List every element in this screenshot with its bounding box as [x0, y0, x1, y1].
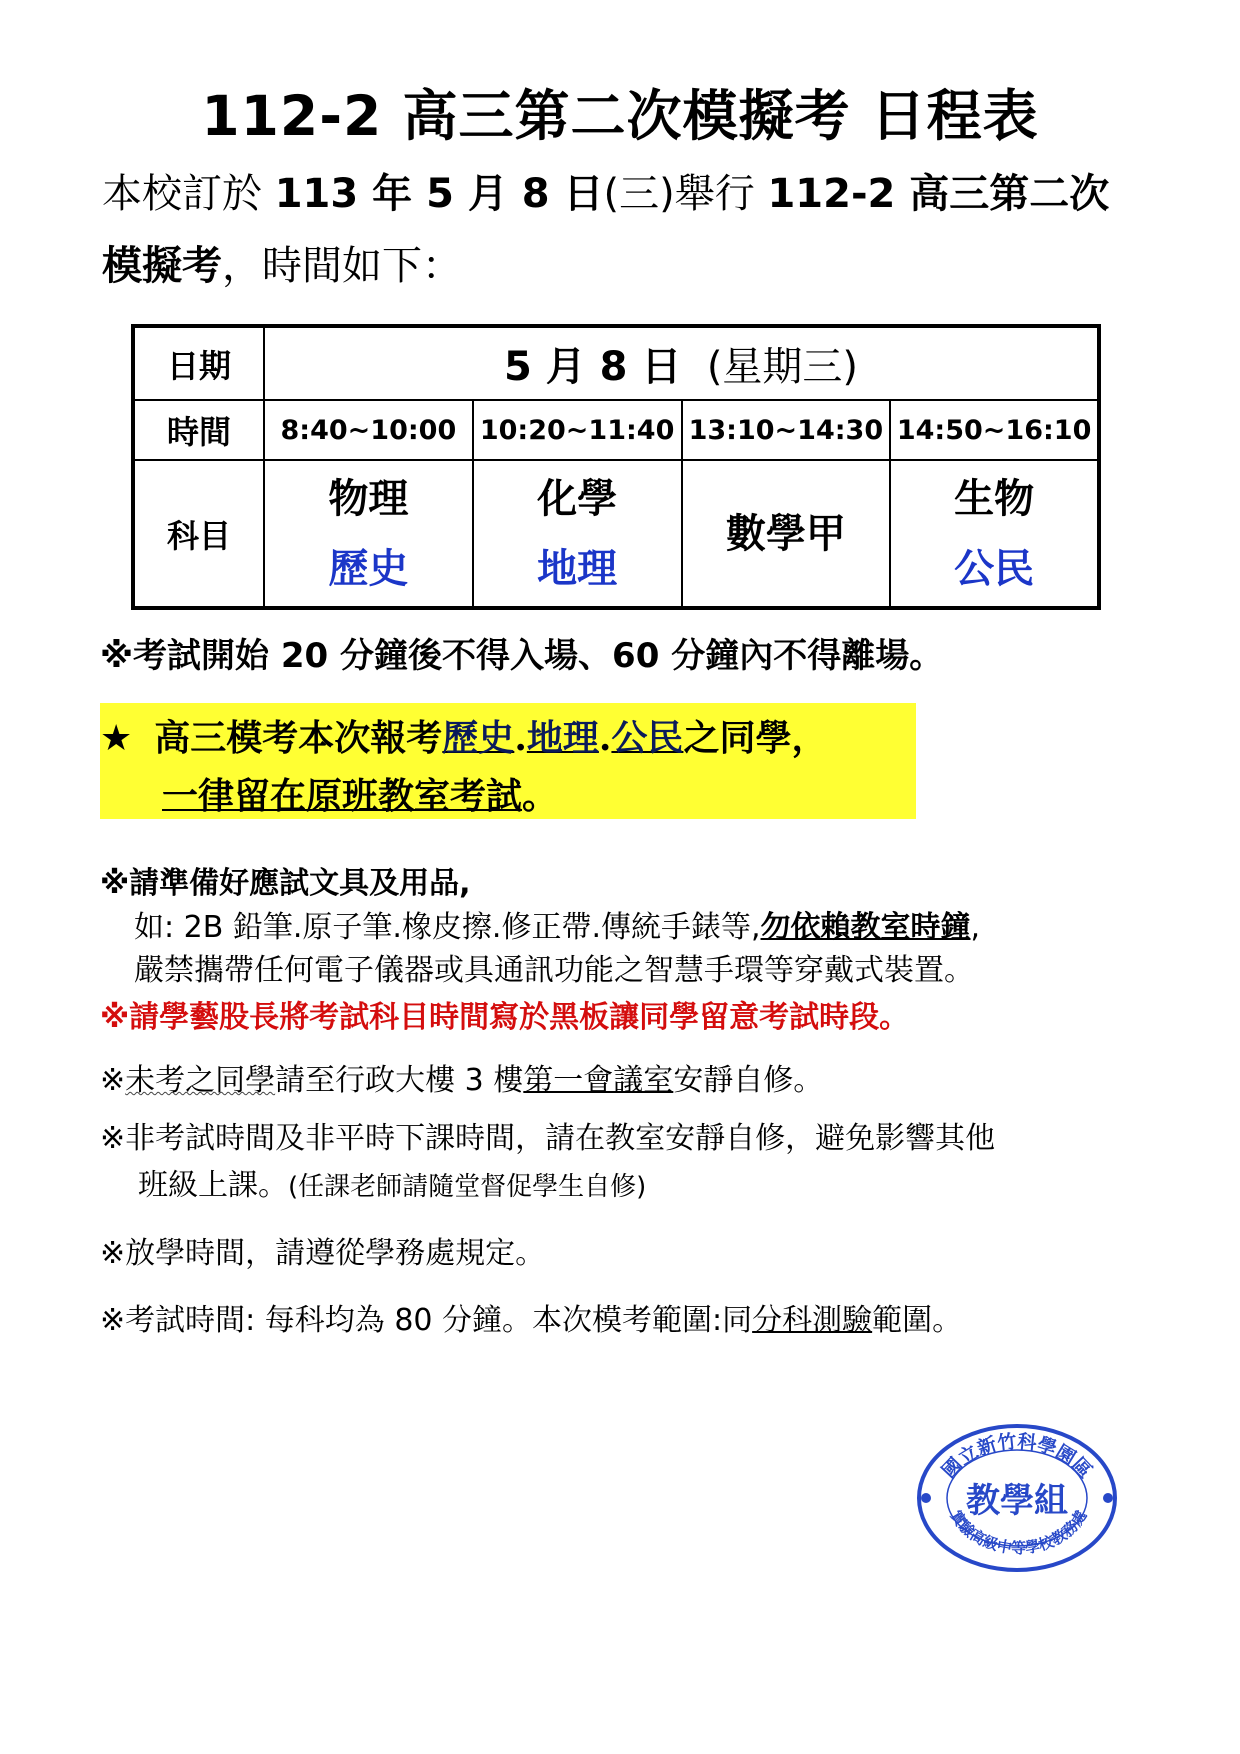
date-label: 日期: [133, 326, 264, 400]
self-study-note: ※未考之同學請至行政大樓 3 樓第一會議室安靜自修。: [100, 1063, 824, 1098]
stamp-bottom-text: 實驗高級中等學校教務處: [946, 1507, 1091, 1558]
entry-rule-note: ※考試開始 20 分鐘後不得入場、60 分鐘內不得離場。: [100, 636, 944, 676]
exam-date: 113 年 5 月 8 日: [274, 171, 604, 217]
blackboard-note: ※請學藝股長將考試科目時間寫於黑板讓同學留意考試時段。: [100, 1000, 910, 1035]
subject-cell: 化學 地理: [473, 460, 682, 608]
supplies-note-heading: ※請準備好應試文具及用品,: [100, 866, 471, 901]
date-value: 5 月 8 日 (星期三): [264, 326, 1099, 400]
stamp-center-text: 教學組: [966, 1481, 1068, 1521]
exam-duration-note: ※考試時間: 每科均為 80 分鐘。本次模考範圍:同分科測驗範圍。: [100, 1303, 963, 1338]
highlight-line-1: ★ 高三模考本次報考歷史.地理.公民之同學，: [100, 717, 828, 759]
subject-label: 科目: [133, 460, 264, 608]
supplies-note-items: 如: 2B 鉛筆.原子筆.橡皮擦.修正帶.傳統手錶等,勿依賴教室時鐘,: [134, 910, 981, 945]
date-row: [133, 326, 1099, 400]
quiet-study-note-cont: 班級上課。(任課老師請隨堂督促學生自修): [138, 1168, 647, 1203]
time-row: [133, 400, 1099, 460]
subject-cell: 物理 歷史: [264, 460, 473, 608]
star-icon: ★: [100, 718, 133, 759]
page-title: 112-2 高三第二次模擬考 日程表: [201, 84, 1039, 148]
office-seal-stamp: [912, 1420, 1122, 1575]
highlight-line-2: 一律留在原班教室考試。: [162, 775, 559, 817]
device-ban-note: 嚴禁攜帶任何電子儀器或具通訊功能之智慧手環等穿戴式裝置。: [134, 953, 974, 988]
time-slot: 8:40~10:00: [264, 400, 473, 460]
stamp-dot-icon: [921, 1493, 931, 1503]
exam-name: 112-2 高三第二次: [767, 171, 1110, 217]
stamp-dot-icon: [1103, 1493, 1113, 1503]
subject-cell: 數學甲: [682, 460, 891, 608]
time-slot: 14:50~16:10: [890, 400, 1099, 460]
stamp-top-text: 國立新竹科學園區: [937, 1430, 1097, 1483]
time-label: 時間: [133, 400, 264, 460]
time-slot: 13:10~14:30: [682, 400, 891, 460]
time-slot: 10:20~11:40: [473, 400, 682, 460]
intro-paragraph: 本校訂於 113 年 5 月 8 日(三)舉行 112-2 高三第二次 模擬考，時間如下：: [102, 171, 1110, 289]
schedule-table: [131, 324, 1101, 610]
subject-row: [133, 460, 1099, 608]
subject-cell: 生物 公民: [890, 460, 1099, 608]
quiet-study-note: ※非考試時間及非平時下課時間，請在教室安靜自修，避免影響其他: [100, 1121, 996, 1156]
dismissal-note: ※放學時間，請遵從學務處規定。: [100, 1236, 546, 1271]
